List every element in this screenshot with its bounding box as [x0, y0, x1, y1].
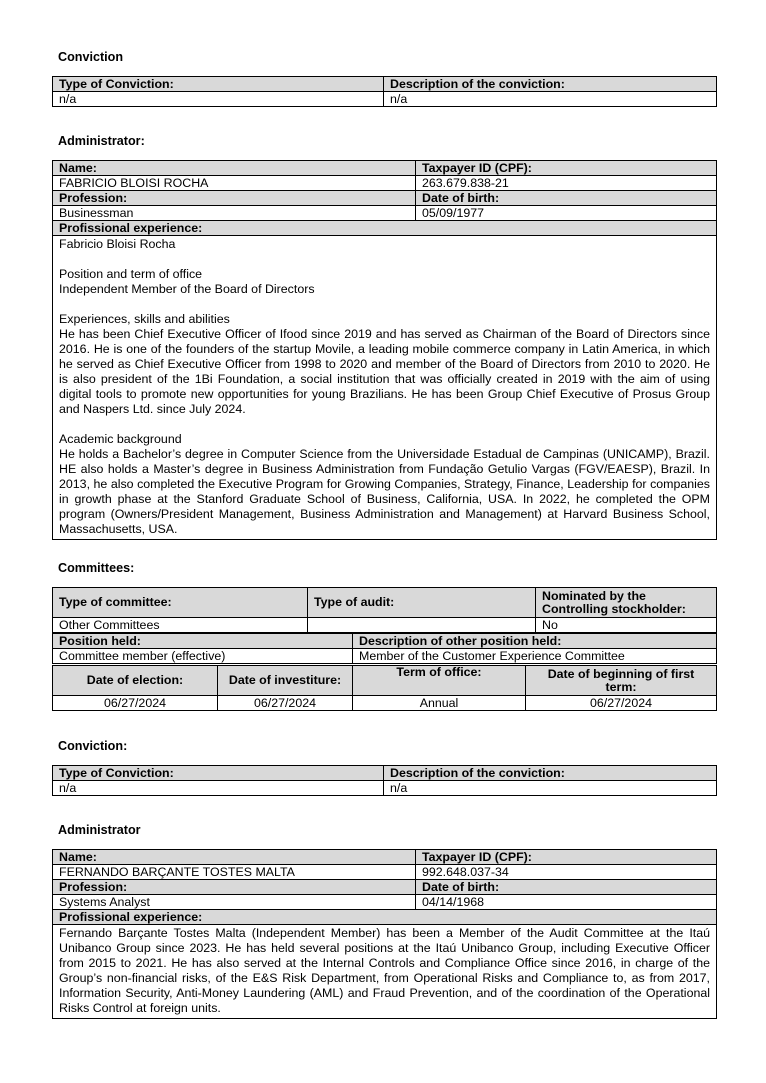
nominated-by-value: No [536, 618, 717, 633]
administrator-heading: Administrator: [58, 134, 145, 148]
date-of-investiture-value: 06/27/2024 [218, 696, 353, 711]
date-of-birth-value: 05/09/1977 [416, 206, 717, 221]
description-of-conviction-value: n/a [384, 92, 717, 107]
type-of-audit-value [308, 618, 536, 633]
administrator-table-2 [52, 849, 717, 1019]
conviction-heading: Conviction [58, 50, 124, 64]
professional-experience-text [53, 925, 717, 1019]
position-held-label: Position held: [53, 634, 353, 649]
academic-title: Academic background [59, 432, 182, 446]
date-of-birth-label: Date of birth: [416, 191, 717, 206]
other-position-value: Member of the Customer Experience Committee [353, 649, 717, 664]
conviction-heading-2: Conviction: [58, 739, 128, 753]
administrator-heading-2: Administrator [58, 823, 141, 837]
professional-experience-label: Profissional experience: [53, 221, 717, 236]
conviction-table-2 [52, 765, 717, 796]
type-of-conviction-value: n/a [53, 92, 384, 107]
professional-experience-label: Profissional experience: [53, 910, 717, 925]
date-of-birth-label: Date of birth: [416, 880, 717, 895]
first-term-value: 06/27/2024 [526, 696, 717, 711]
profession-value: Systems Analyst [53, 895, 416, 910]
position-held-value: Committee member (effective) [53, 649, 353, 664]
name-value: FERNANDO BARÇANTE TOSTES MALTA [53, 865, 416, 880]
type-of-audit-label: Type of audit: [308, 588, 536, 618]
type-of-committee-label: Type of committee: [53, 588, 308, 618]
cpf-label: Taxpayer ID (CPF): [416, 161, 717, 176]
type-of-conviction-header: Type of Conviction: [53, 77, 384, 92]
academic-text: He holds a Bachelor’s degree in Computer Science from the Universidade Estadual de Campinas (UNICAMP), Brazil. HE also holds a Master’s degree in Business Administration from Fundação Getulio Vargas (FGV/EAESP), Brazil. In 2013, he also completed the Executive Program for Growing Companies, Strategy, Finance, Leadership for companies in growth phase at the Stanford Graduate School of Business, California, USA. In 2022, he completed the OPM program (Owners/President Management, Business Administration and Management) at Harvard Business School, Massachusetts, USA. [59, 447, 710, 536]
date-of-election-label: Date of election: [53, 666, 218, 696]
committees-table-position [52, 633, 717, 664]
committees-table-top [52, 587, 717, 633]
cpf-value: 263.679.838-21 [416, 176, 717, 191]
date-of-investiture-label: Date of investiture: [218, 666, 353, 696]
date-of-election-value: 06/27/2024 [53, 696, 218, 711]
nominated-by-label: Nominated by the Controlling stockholder: [536, 588, 717, 618]
description-of-conviction-header: Description of the conviction: [384, 766, 717, 781]
profession-label: Profession: [53, 880, 416, 895]
type-of-committee-value: Other Committees [53, 618, 308, 633]
position-value: Independent Member of the Board of Directors [59, 282, 315, 296]
term-of-office-value: Annual [353, 696, 526, 711]
description-of-conviction-value: n/a [384, 781, 717, 796]
professional-experience-text [53, 236, 717, 540]
name-value: FABRICIO BLOISI ROCHA [53, 176, 416, 191]
name-label: Name: [53, 161, 416, 176]
skills-title: Experiences, skills and abilities [59, 312, 230, 326]
other-position-label: Description of other position held: [353, 634, 717, 649]
experience-name: Fabricio Bloisi Rocha [59, 237, 176, 251]
administrator-table [52, 160, 717, 540]
conviction-table [52, 76, 717, 107]
committees-heading: Committees: [58, 561, 135, 575]
cpf-label: Taxpayer ID (CPF): [416, 850, 717, 865]
skills-text: He has been Chief Executive Officer of Ifood since 2019 and has served as Chairman of the Board of Directors since 2016. He is one of the founders of the startup Movile, a leading mobile commerce company in Latin America, in which he served as Chief Executive Officer from 1998 to 2020 and member of the Board of Directors from 2010 to 2020. He is also president of the 1Bi Foundation, a social institution that was officially created in 2019 with the aim of using digital tools to promote new opportunities for young Brazilians. He has been Group Chief Executive of Prosus Group and Naspers Ltd. since July 2024. [59, 327, 710, 416]
cpf-value: 992.648.037-34 [416, 865, 717, 880]
experience-text: Fernando Barçante Tostes Malta (Independent Member) has been a Member of the Audit Committee at the Itaú Unibanco Group since 2023. He has held several positions at the Itaú Unibanco Group, including Executive Officer from 2015 to 2021. He has also served at the Internal Controls and Compliance Office since 2016, in charge of the Group’s non-financial risks, of the E&S Risk Department, from Operational Risks and Compliance to, as from 2017, Information Security, Anti-Money Laundering (AML) and Fraud Prevention, and of the coordination of the Operational Risks Control at foreign units. [59, 926, 710, 1015]
description-of-conviction-header: Description of the conviction: [384, 77, 717, 92]
profession-label: Profession: [53, 191, 416, 206]
first-term-label: Date of beginning of first term: [526, 666, 717, 696]
position-title: Position and term of office [59, 267, 203, 281]
term-of-office-label: Term of office: [353, 666, 526, 696]
name-label: Name: [53, 850, 416, 865]
profession-value: Businessman [53, 206, 416, 221]
date-of-birth-value: 04/14/1968 [416, 895, 717, 910]
type-of-conviction-header: Type of Conviction: [53, 766, 384, 781]
type-of-conviction-value: n/a [53, 781, 384, 796]
committees-table-dates [52, 665, 717, 711]
